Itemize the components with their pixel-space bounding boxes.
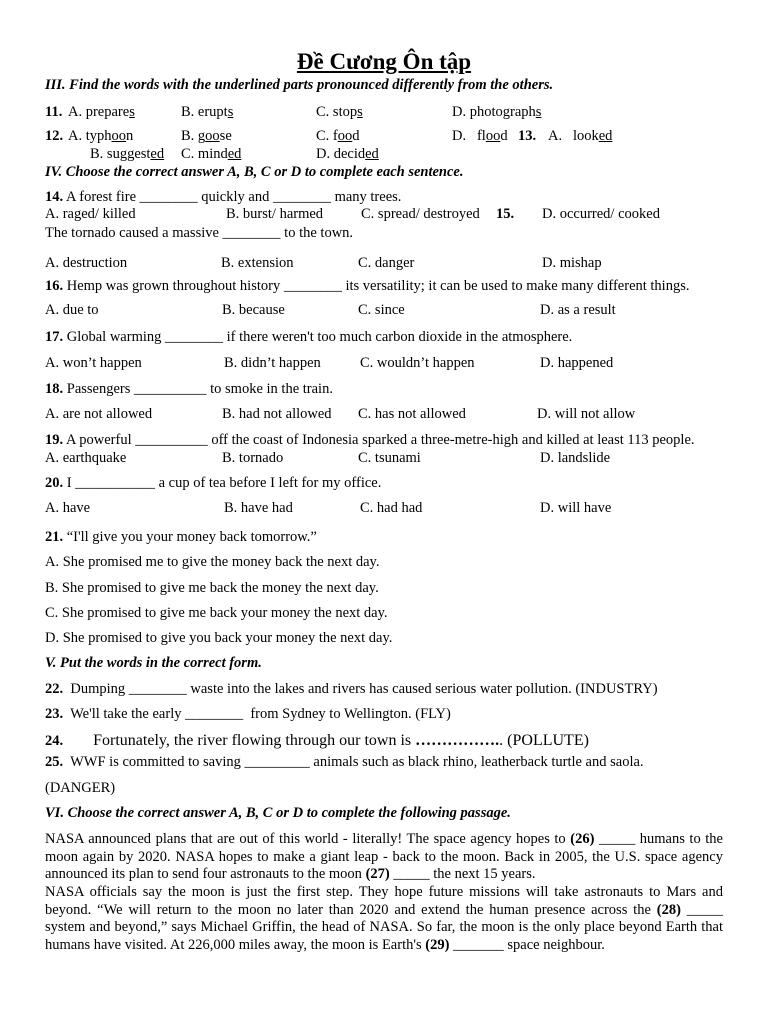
q12-option-d: D. flood [452,128,508,144]
q18-option-d: D. will not allow [537,406,636,422]
q15-option-d: D. mishap [542,255,602,271]
q16-option-c: C. since [358,302,405,318]
q19-option-a: A. earthquake [45,450,127,466]
q24-line: 24. Fortunately, the river flowing through our town is …………….. (POLLUTE) [45,732,589,749]
q16-option-a: A. due to [45,302,99,318]
q11-option-b: B. erupts [181,104,234,120]
q17-option-c: C. wouldn’t happen [360,355,475,371]
q14-option-d: D. occurred/ cooked [542,206,660,222]
q16-option-b: B. because [222,302,285,318]
q21-option-d: D. She promised to give you back your money the next day. [45,630,393,646]
q13-option-a: A. looked [548,128,613,144]
passage-paragraph-2: NASA officials say the moon is just the first step. They hope future missions will take astronauts to Mars and beyond. “We will return to the moon no later than 2020 and extend the human presence across the (28) _____ system and beyond,” says Michael Griffin, the head of NASA. So far, the moon is the only place beyond Earth that humans have visited. At 226,000 miles away, the moon is Earth's (29) _______ space neighbour. [45,884,723,953]
q19-stem: 19. A powerful __________ off the coast of Indonesia sparked a three-metre-high and killed at least 113 people. [45,432,695,448]
q14-option-b: B. burst/ harmed [226,206,324,222]
q22-line: 22. Dumping ________ waste into the lakes and rivers has caused serious water pollution. (INDUSTRY) [45,681,658,697]
q19-option-d: D. landslide [540,450,611,466]
q25-line: 25. WWF is committed to saving _________ animals such as black rhino, leatherback turtle and saola. [45,754,644,770]
q20-stem: 20. I ___________ a cup of tea before I left for my office. [45,475,382,491]
q14-option-a: A. raged/ killed [45,206,136,222]
q13-option-d: D. decided [316,146,379,162]
q21-stem: 21. “I'll give you your money back tomorrow.” [45,529,317,545]
q12-number: 12. [45,128,64,144]
q12-option-b: B. goose [181,128,232,144]
section-5-heading: V. Put the words in the correct form. [45,655,262,671]
q18-option-b: B. had not allowed [222,406,332,422]
q16-stem: 16. Hemp was grown throughout history ________ its versatility; it can be used to make many different things. [45,278,690,294]
section-6-heading: VI. Choose the correct answer A, B, C or D to complete the following passage. [45,805,511,821]
q11-option-c: C. stops [316,104,363,120]
q11-number: 11. [45,104,63,120]
q20-option-a: A. have [45,500,91,516]
q21-option-c: C. She promised to give me back your money the next day. [45,605,388,621]
q15-option-a: A. destruction [45,255,128,271]
section-3-heading: III. Find the words with the underlined parts pronounced differently from the others. [45,77,554,93]
q17-option-d: D. happened [540,355,614,371]
q17-stem: 17. Global warming ________ if there weren't too much carbon dioxide in the atmosphere. [45,329,573,345]
q14-stem: 14. A forest fire ________ quickly and ________ many trees. [45,189,402,205]
q18-stem: 18. Passengers __________ to smoke in the train. [45,381,333,397]
q23-line: 23. We'll take the early ________ from Sydney to Wellington. (FLY) [45,706,451,722]
q20-option-c: C. had had [360,500,423,516]
q13-number: 13. [518,128,537,144]
q13-option-c: C. minded [181,146,242,162]
q15-stem: The tornado caused a massive ________ to the town. [45,225,354,241]
q18-option-c: C. has not allowed [358,406,466,422]
q11-option-d: D. photographs [452,104,542,120]
q12-option-c: C. food [316,128,360,144]
q17-option-b: B. didn’t happen [224,355,321,371]
q19-option-c: C. tsunami [358,450,421,466]
q21-option-a: A. She promised me to give the money back the next day. [45,554,380,570]
q19-option-b: B. tornado [222,450,284,466]
q15-option-c: C. danger [358,255,415,271]
q12-option-a: A. typhoon [68,128,134,144]
q20-option-d: D. will have [540,500,612,516]
q13-option-b: B. suggested [90,146,165,162]
page-title: Đề Cương Ôn tập [296,49,472,74]
q25-word: (DANGER) [45,780,116,796]
q11-option-a: A. prepares [68,104,135,120]
passage-paragraph-1: NASA announced plans that are out of this world - literally! The space agency hopes to (26) _____ humans to the moon again by 2020. NASA hopes to make a giant leap - back to the moon. Back in 2005, the U.S. space agency announced its plan to send four astronauts to the moon (27) _____ the next 15 years. [45,831,723,882]
q17-option-a: A. won’t happen [45,355,142,371]
q18-option-a: A. are not allowed [45,406,153,422]
q15-option-b: B. extension [221,255,294,271]
q20-option-b: B. have had [224,500,293,516]
q16-option-d: D. as a result [540,302,616,318]
q21-option-b: B. She promised to give me back the money the next day. [45,580,379,596]
q14-option-c: C. spread/ destroyed [361,206,480,222]
q15-number: 15. [496,206,515,222]
section-4-heading: IV. Choose the correct answer A, B, C or D to complete each sentence. [45,164,464,180]
